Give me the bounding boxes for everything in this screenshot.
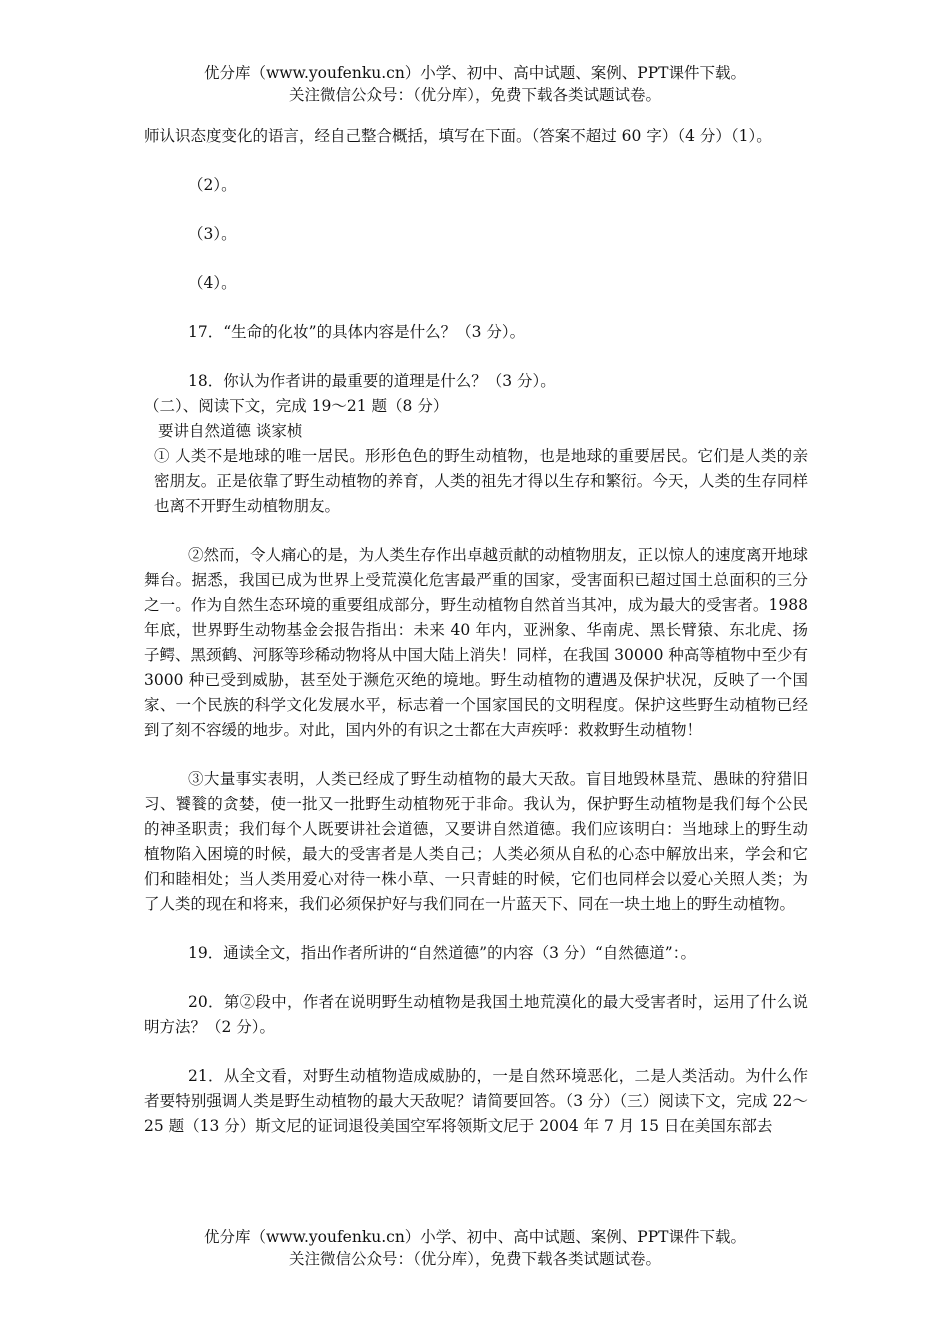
header-line-2: 关注微信公众号：（优分库），免费下载各类试题试卷。 — [288, 86, 661, 104]
footer-line-2: 关注微信公众号：（优分库），免费下载各类试题试卷。 — [288, 1250, 661, 1268]
question-21: 21．从全文看，对野生动植物造成威胁的，一是自然环境恶化，二是人类活动。为什么作者要特别强调人类是野生动植物的最大天敌呢？请简要回答。（3 分）（三）阅读下文，完成 22～25 题（13 分）斯文尼的证词退役美国空军将领斯文尼于 2004 年 7 月 15 日在美国东部去 — [144, 1067, 808, 1135]
question-19: 19．通读全文，指出作者所讲的“自然道德”的内容（3 分）“自然德道”：。 — [188, 944, 696, 962]
question-20: 20．第②段中，作者在说明野生动植物是我国土地荒漠化的最大受害者时，运用了什么说明方法？（2 分）。 — [144, 993, 808, 1036]
document-body — [144, 124, 808, 1139]
answer-blank-4: （4）。 — [188, 274, 237, 292]
question-16-continuation: 师认识态度变化的语言，经自己整合概括，填写在下面。（答案不超过 60 字）（4 分）（1）。 — [144, 127, 772, 145]
page-footer — [0, 1226, 950, 1270]
question-17: 17．“生命的化妆”的具体内容是什么？（3 分）。 — [188, 323, 526, 341]
article-paragraph-2: ②然而，令人痛心的是，为人类生存作出卓越贡献的动植物朋友，正以惊人的速度离开地球舞台。据悉，我国已成为世界上受荒漠化危害最严重的国家，受害面积已超过国土总面积的三分之一。作为自然生态环境的重要组成部分，野生动植物自然首当其冲，成为最大的受害者。1988 年底，世界野生动物基金会报告指出：未来 40 年内，亚洲象、华南虎、黑长臂猿、东北虎、扬子鳄、黑颈鹤、河豚等珍稀动物将从中国大陆上消失！同样，在我国 30000 种高等植物中至少有 3000 种已受到威胁，甚至处于濒危灭绝的境地。野生动植物的遭遇及保护状况，反映了一个国家、一个民族的科学文化发展水平，标志着一个国家国民的文明程度。保护这些野生动植物已经到了刻不容缓的地步。对此，国内外的有识之士都在大声疾呼：救救野生动植物！ — [144, 546, 809, 739]
section-2-heading: （二）、阅读下文，完成 19～21 题（8 分） — [144, 397, 449, 415]
article-paragraph-1: ① 人类不是地球的唯一居民。形形色色的野生动植物，也是地球的重要居民。它们是人类的亲密朋友。正是依靠了野生动植物的养育，人类的祖先才得以生存和繁衍。今天，人类的生存同样也离不开野生动植物朋友。 — [154, 447, 808, 515]
article-title: 要讲自然道德 谈家桢 — [158, 422, 303, 440]
page-header — [0, 62, 950, 106]
question-18: 18．你认为作者讲的最重要的道理是什么？（3 分）。 — [188, 372, 556, 390]
footer-line-1: 优分库（www.youfenku.cn）小学、初中、高中试题、案例、PPT课件下载。 — [203, 1228, 747, 1246]
header-line-1: 优分库（www.youfenku.cn）小学、初中、高中试题、案例、PPT课件下载。 — [203, 64, 747, 82]
article-paragraph-3: ③大量事实表明，人类已经成了野生动植物的最大天敌。盲目地毁林垦荒、愚昧的狩猎旧习、饕餮的贪婪，使一批又一批野生动植物死于非命。我认为，保护野生动植物是我们每个公民的神圣职责；我们每个人既要讲社会道德，又要讲自然道德。我们应该明白：当地球上的野生动植物陷入困境的时候，最大的受害者是人类自己；人类必须从自私的心态中解放出来，学会和它们和睦相处；当人类用爱心对待一株小草、一只青蛙的时候，它们也同样会以爱心关照人类；为了人类的现在和将来，我们必须保护好与我们同在一片蓝天下、同在一块土地上的野生动植物。 — [144, 770, 808, 913]
answer-blank-2: （2）。 — [188, 176, 237, 194]
answer-blank-3: （3）。 — [188, 225, 237, 243]
